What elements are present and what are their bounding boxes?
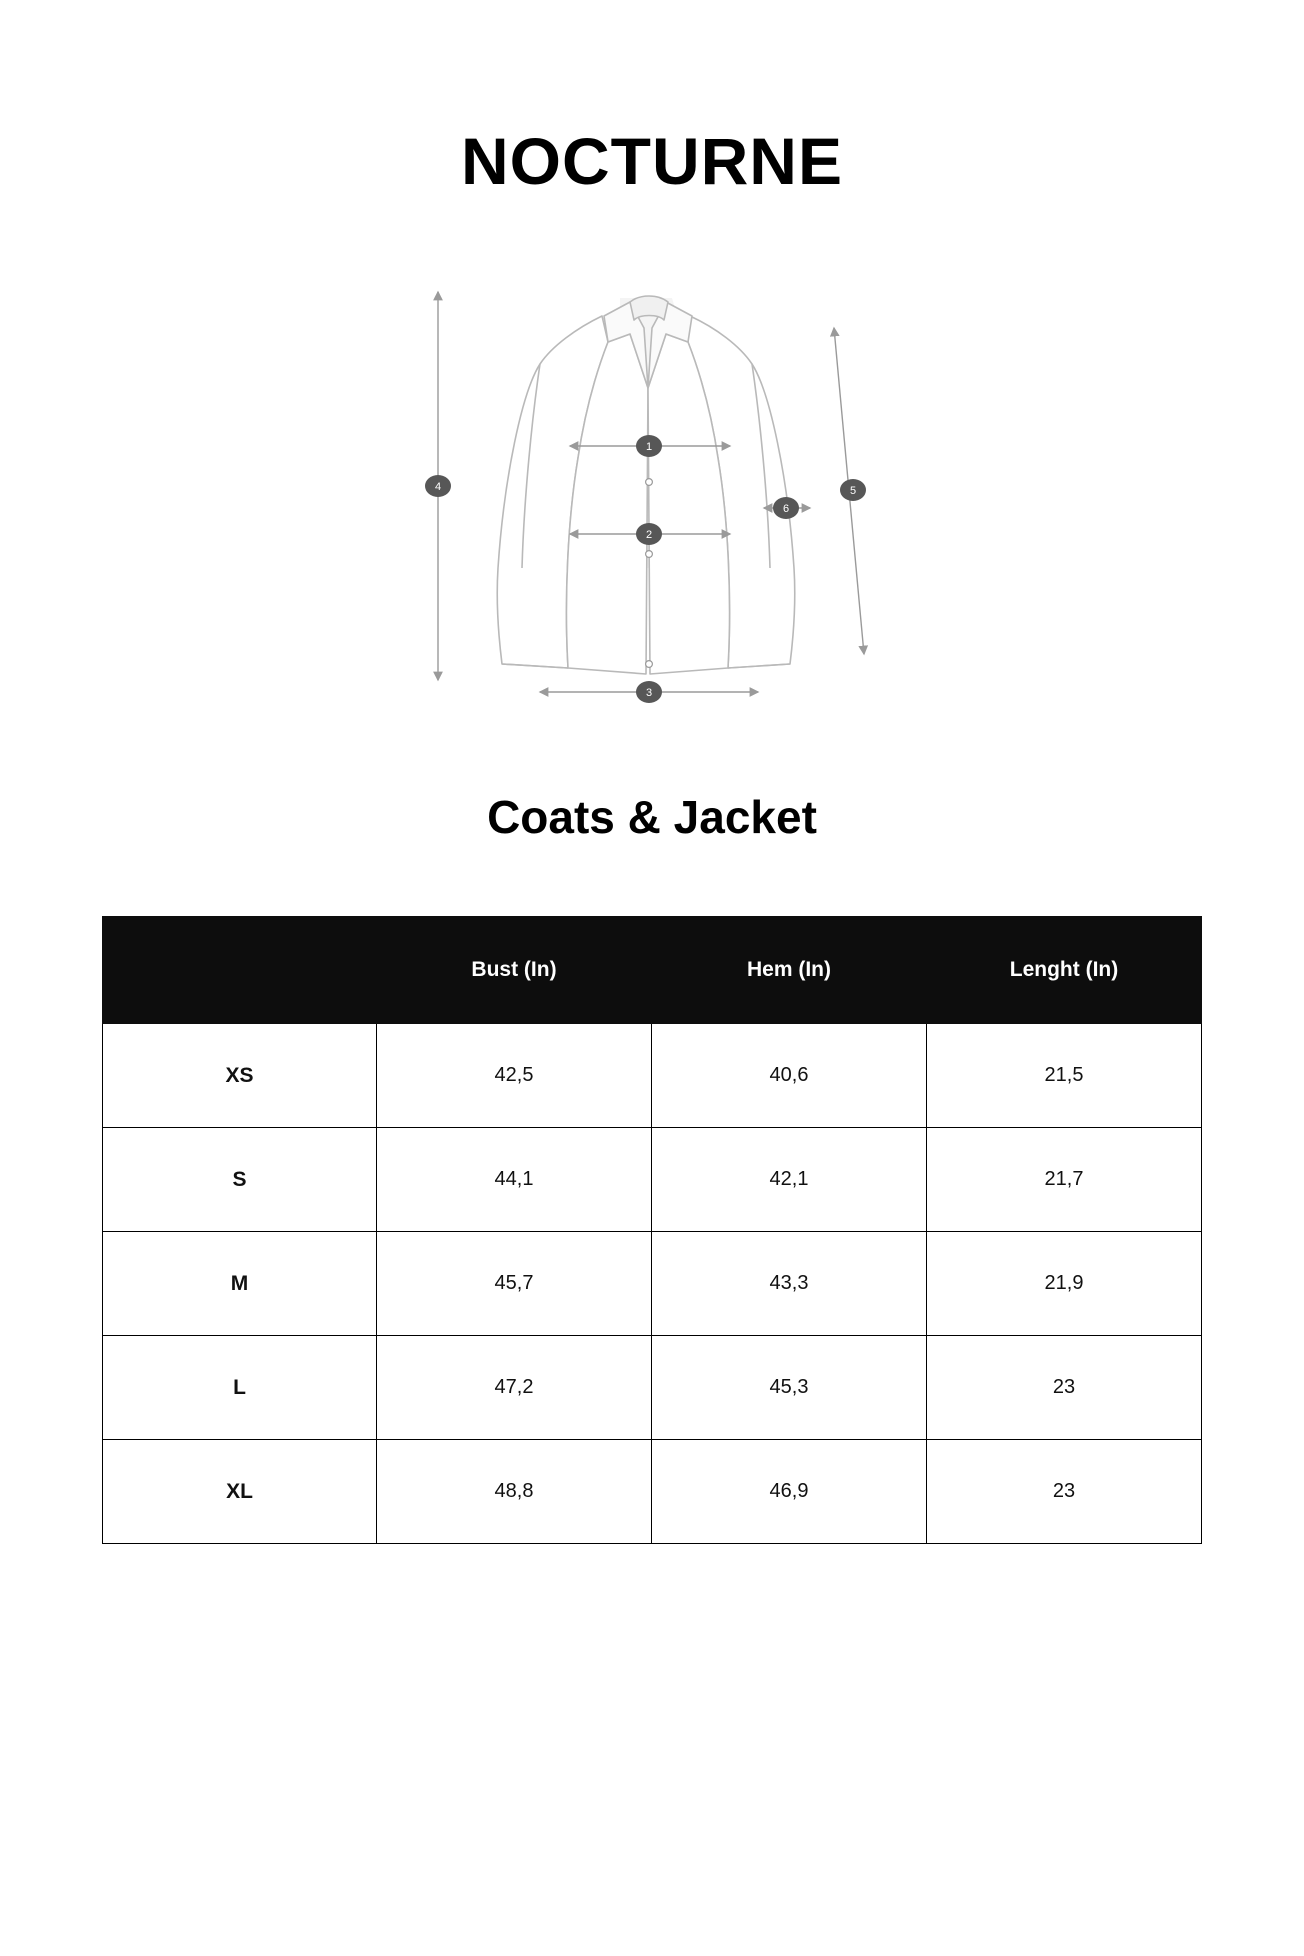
cell-hem: 42,1 — [652, 1128, 927, 1232]
marker-6-label: 6 — [782, 503, 790, 515]
section-title: Coats & Jacket — [487, 791, 817, 843]
marker-3-label: 3 — [645, 687, 653, 699]
column-header-length: Lenght (In) — [927, 917, 1202, 1024]
cell-hem: 40,6 — [652, 1024, 927, 1128]
marker-5-label: 5 — [849, 485, 857, 497]
cell-hem: 46,9 — [652, 1440, 927, 1544]
cell-bust: 48,8 — [377, 1440, 652, 1544]
brand-title: NOCTURNE — [461, 124, 843, 198]
cell-length: 23 — [927, 1440, 1202, 1544]
blazer-measurement-diagram — [372, 268, 932, 708]
table-row — [103, 1336, 1202, 1440]
column-header-size — [103, 917, 377, 1024]
cell-size: L — [103, 1336, 377, 1440]
table-body — [103, 1024, 1202, 1544]
cell-size: S — [103, 1128, 377, 1232]
column-header-bust: Bust (In) — [377, 917, 652, 1024]
cell-size: XL — [103, 1440, 377, 1544]
table-header — [103, 917, 1202, 1024]
marker-1-label: 1 — [645, 441, 653, 453]
table-row — [103, 1128, 1202, 1232]
column-header-hem: Hem (In) — [652, 917, 927, 1024]
marker-4-label: 4 — [434, 481, 442, 493]
cell-hem: 43,3 — [652, 1232, 927, 1336]
cell-length: 21,7 — [927, 1128, 1202, 1232]
table-row — [103, 1232, 1202, 1336]
marker-2-label: 2 — [645, 529, 653, 541]
cell-length: 23 — [927, 1336, 1202, 1440]
cell-hem: 45,3 — [652, 1336, 927, 1440]
size-table-container — [102, 916, 1202, 1544]
cell-bust: 45,7 — [377, 1232, 652, 1336]
cell-bust: 44,1 — [377, 1128, 652, 1232]
table-row — [103, 1440, 1202, 1544]
table-row — [103, 1024, 1202, 1128]
size-chart-table — [102, 916, 1202, 1544]
cell-length: 21,9 — [927, 1232, 1202, 1336]
cell-size: M — [103, 1232, 377, 1336]
table-header-row — [103, 917, 1202, 1024]
cell-bust: 42,5 — [377, 1024, 652, 1128]
cell-length: 21,5 — [927, 1024, 1202, 1128]
cell-size: XS — [103, 1024, 377, 1128]
cell-bust: 47,2 — [377, 1336, 652, 1440]
